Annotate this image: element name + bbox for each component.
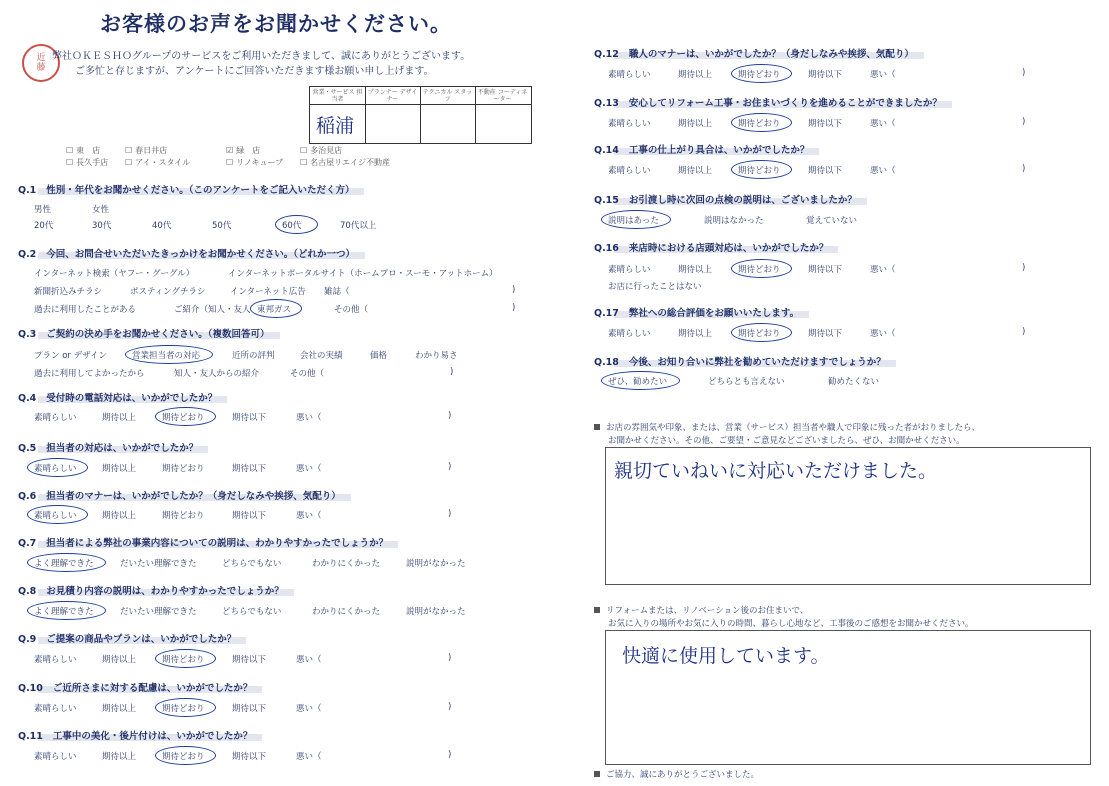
- staff-header-realestate: 不動産 コーディネーター: [477, 89, 528, 103]
- hand-drawn-circle-icon: [731, 323, 792, 342]
- answer-option[interactable]: ご紹介（知人・友人: [174, 305, 251, 315]
- answer-option[interactable]: インターネット検索（ヤフー・グーグル）: [34, 269, 195, 279]
- answer-option[interactable]: 期待どおり: [162, 704, 205, 714]
- answer-option[interactable]: 期待以上: [102, 704, 137, 714]
- answer-option[interactable]: 会社の実績: [300, 351, 343, 361]
- question-q1: [18, 182, 354, 196]
- answer-close-paren: ): [512, 285, 516, 295]
- answer-option[interactable]: 期待以下: [808, 265, 843, 275]
- answer-option[interactable]: 期待以上: [678, 70, 713, 80]
- answer-option[interactable]: 過去に利用したことがある: [34, 305, 137, 315]
- question-text: 今回、お問合せいただいたきっかけをお聞かせください。（どれか一つ）: [46, 249, 356, 260]
- answer-option[interactable]: 期待どおり: [162, 464, 205, 474]
- answer-option[interactable]: 期待どおり: [162, 655, 205, 665]
- answer-option[interactable]: 覚えていない: [806, 216, 858, 226]
- answer-close-paren: ): [448, 750, 452, 760]
- question-text: ご契約の決め手をお聞かせください。（複数回答可）: [46, 329, 270, 340]
- question-q6: [18, 488, 341, 502]
- answer-option[interactable]: その他（: [334, 305, 369, 315]
- question-number: Q.13: [594, 98, 619, 109]
- answer-option[interactable]: 説明はなかった: [704, 216, 764, 226]
- name-seal-stamp: 近 藤: [22, 44, 60, 82]
- answer-option[interactable]: 50代: [212, 221, 232, 231]
- question-number: Q.18: [594, 357, 619, 368]
- store-label: 緑 店: [236, 146, 261, 155]
- staff-table: [309, 86, 532, 144]
- question-text: 工事中の美化・後片付けは、いかがでしたか？: [52, 731, 253, 742]
- answer-close-paren: ): [448, 411, 452, 421]
- comment1-prompt-line-2: お聞かせください。その他、ご要望・ご意見などございましたら、ぜひ、お聞かせください。: [608, 436, 965, 446]
- answer-option[interactable]: 素晴らしい: [34, 511, 77, 521]
- answer-close-paren: ): [448, 509, 452, 519]
- answer-option[interactable]: 悪い（: [296, 511, 322, 521]
- comment1-answer: 親切ていねいに対応いただけました。: [614, 460, 938, 482]
- question-number: Q.14: [594, 145, 619, 156]
- question-number: Q.5: [18, 443, 37, 454]
- answer-option[interactable]: ポスティングチラシ: [130, 287, 206, 297]
- answer-option[interactable]: 営業担当者の対応: [132, 351, 201, 361]
- answer-option[interactable]: 近所の評判: [232, 351, 275, 361]
- hand-drawn-circle-icon: [125, 345, 213, 364]
- answer-option[interactable]: だいたい理解できた: [120, 607, 197, 617]
- answer-close-paren: ): [450, 367, 454, 377]
- answer-option[interactable]: 期待以上: [102, 413, 137, 423]
- comment2-box[interactable]: [605, 630, 1091, 765]
- answer-option[interactable]: インターネット広告: [230, 287, 306, 297]
- staff-header-sales: 営業・サービス 担当者: [312, 89, 363, 103]
- question-number: Q.11: [18, 731, 43, 742]
- answer-close-paren: ): [448, 653, 452, 663]
- answer-option[interactable]: 期待以上: [678, 166, 713, 176]
- hand-drawn-circle-icon: [601, 371, 680, 390]
- question-number: Q.15: [594, 195, 619, 206]
- comment1-box[interactable]: [605, 447, 1091, 585]
- answer-option[interactable]: 期待以下: [232, 655, 267, 665]
- answer-option[interactable]: わかりにくかった: [312, 559, 381, 569]
- answer-option[interactable]: 期待以下: [808, 329, 843, 339]
- question-q9: [18, 631, 236, 645]
- hand-drawn-circle-icon: [155, 698, 216, 717]
- checkbox-icon[interactable]: ☐: [300, 158, 308, 167]
- store-label: 長久手店: [76, 158, 109, 167]
- answer-option[interactable]: 悪い（: [870, 119, 896, 129]
- answer-option[interactable]: 期待どおり: [738, 166, 781, 176]
- question-q8: [18, 583, 284, 597]
- answer-option[interactable]: プラン or デザイン: [34, 351, 108, 361]
- store-option-7[interactable]: [300, 157, 390, 168]
- answer-option[interactable]: 悪い（: [870, 265, 896, 275]
- answer-option[interactable]: 期待どおり: [162, 511, 205, 521]
- store-label: 春日井店: [135, 146, 168, 155]
- checkbox-icon[interactable]: ☐: [300, 146, 308, 155]
- answer-option[interactable]: 素晴らしい: [34, 752, 77, 762]
- answer-option[interactable]: 期待以上: [678, 329, 713, 339]
- question-text: ご提案の商品やプランは、いかがでしたか？: [46, 634, 237, 645]
- answer-close-paren: ): [448, 462, 452, 472]
- answer-option[interactable]: 雑誌（: [324, 287, 350, 297]
- answer-option[interactable]: どちらでもない: [222, 559, 282, 569]
- hand-drawn-circle-icon: [731, 259, 792, 278]
- question-q12: [594, 46, 914, 60]
- answer-option[interactable]: 20代: [34, 221, 54, 231]
- answer-option[interactable]: 期待以下: [808, 119, 843, 129]
- answer-option[interactable]: お店に行ったことはない: [608, 282, 702, 292]
- question-number: Q.16: [594, 243, 619, 254]
- answer-option[interactable]: 期待どおり: [738, 70, 781, 80]
- question-q7: [18, 535, 388, 549]
- answer-option[interactable]: 期待以上: [678, 119, 713, 129]
- checkbox-icon[interactable]: ☐: [226, 158, 234, 167]
- answer-option[interactable]: 悪い（: [296, 413, 322, 423]
- answer-option[interactable]: どちらとも言えない: [708, 377, 785, 387]
- hand-drawn-circle-icon: [27, 458, 88, 477]
- answer-option[interactable]: 30代: [92, 221, 112, 231]
- question-text: 職人のマナーは、いかがでしたか？（身だしなみや挨拶、気配り）: [628, 49, 914, 60]
- hand-drawn-circle-icon: [731, 64, 792, 83]
- answer-option[interactable]: その他（: [290, 369, 325, 379]
- question-number: Q.8: [18, 586, 37, 597]
- answer-option[interactable]: 悪い（: [870, 329, 896, 339]
- answer-option[interactable]: よく理解できた: [34, 607, 94, 617]
- answer-option[interactable]: 女性: [92, 205, 110, 215]
- answer-option[interactable]: 説明はあった: [608, 216, 659, 226]
- answer-close-paren: ): [1022, 117, 1026, 127]
- answer-option[interactable]: 男性: [34, 205, 52, 215]
- answer-close-paren: ): [1022, 327, 1026, 337]
- intro-line-2: ご多忙と存じますが、アンケートにご回答いただきます様お願い申し上げます。: [75, 66, 434, 77]
- store-option-6[interactable]: [226, 157, 283, 168]
- answer-option[interactable]: 期待以下: [232, 413, 267, 423]
- answer-option[interactable]: わかり易さ: [415, 351, 458, 361]
- hand-drawn-circle-icon: [27, 505, 88, 524]
- answer-option[interactable]: どちらでもない: [222, 607, 282, 617]
- hand-drawn-circle-icon: [155, 649, 216, 668]
- answer-option[interactable]: 期待以上: [678, 265, 713, 275]
- question-number: Q.7: [18, 538, 37, 549]
- question-q4: [18, 390, 217, 404]
- answer-option[interactable]: 期待以下: [808, 166, 843, 176]
- answer-option[interactable]: 期待どおり: [162, 413, 205, 423]
- store-option-2[interactable]: [226, 145, 260, 156]
- question-q16: [594, 240, 828, 254]
- answer-close-paren: ): [512, 303, 516, 313]
- question-text: 担当者のマナーは、いかがでしたか？（身だしなみや挨拶、気配り）: [46, 491, 341, 502]
- question-number: Q.6: [18, 491, 37, 502]
- question-number: Q.4: [18, 393, 37, 404]
- staff-header-planner: プランナー デザイナー: [367, 89, 418, 103]
- answer-option[interactable]: 素晴らしい: [608, 166, 651, 176]
- hand-drawn-circle-icon: [155, 746, 216, 765]
- answer-option[interactable]: 70代以上: [340, 221, 377, 231]
- store-label: 多治見店: [310, 146, 343, 155]
- hand-drawn-circle-icon: [731, 113, 792, 132]
- hand-drawn-circle-icon: [275, 215, 318, 234]
- question-text: 今後、お知り合いに弊社を勧めていただけますでしょうか？: [628, 357, 886, 368]
- question-text: 受付時の電話対応は、いかがでしたか？: [46, 393, 218, 404]
- checkbox-icon[interactable]: ☐: [66, 158, 74, 167]
- answer-option[interactable]: 悪い（: [870, 166, 896, 176]
- answer-option[interactable]: 期待どおり: [162, 752, 205, 762]
- answer-option[interactable]: 期待以上: [102, 752, 137, 762]
- store-option-3[interactable]: [300, 145, 342, 156]
- store-option-0[interactable]: [66, 145, 100, 156]
- question-q17: [594, 305, 799, 319]
- comment2-prompt-line-1: リフォームまたは、リノベーション後のお住まいで、: [594, 604, 808, 616]
- answer-option[interactable]: 期待どおり: [738, 265, 781, 275]
- answer-option[interactable]: 60代: [282, 221, 302, 231]
- answer-option[interactable]: 悪い（: [296, 464, 322, 474]
- hand-drawn-circle-icon: [731, 160, 792, 179]
- answer-option[interactable]: 説明がなかった: [406, 559, 466, 569]
- question-number: Q.17: [594, 308, 619, 319]
- answer-close-paren: ): [1022, 68, 1026, 78]
- store-label: アイ・スタイル: [135, 158, 191, 167]
- question-q13: [594, 95, 942, 109]
- hand-drawn-circle-icon: [27, 553, 106, 572]
- answer-option[interactable]: 素晴らしい: [34, 464, 77, 474]
- checkbox-icon[interactable]: ☐: [125, 158, 133, 167]
- question-q10: [18, 680, 252, 694]
- answer-option[interactable]: だいたい理解できた: [120, 559, 197, 569]
- question-text: 安心してリフォーム工事・お住まいづくりを進めることができましたか？: [628, 98, 942, 109]
- answer-close-paren: ): [1022, 164, 1026, 174]
- hand-drawn-circle-icon: [601, 210, 671, 229]
- checkbox-icon[interactable]: ☐: [125, 146, 133, 155]
- answer-option[interactable]: 期待以下: [232, 464, 267, 474]
- answer-option[interactable]: インターネットポータルサイト（ホームプロ・スーモ・アットホーム）: [228, 269, 498, 279]
- question-q11: [18, 728, 252, 742]
- store-option-4[interactable]: [66, 157, 108, 168]
- answer-option[interactable]: 価格: [370, 351, 388, 361]
- answer-option[interactable]: 知人・友人からの紹介: [174, 369, 260, 379]
- answer-option[interactable]: 期待以上: [102, 655, 137, 665]
- answer-option[interactable]: 悪い（: [296, 655, 322, 665]
- answer-option[interactable]: 素晴らしい: [608, 70, 651, 80]
- question-number: Q.2: [18, 249, 37, 260]
- question-number: Q.1: [18, 185, 37, 196]
- question-q2: [18, 246, 355, 260]
- answer-option[interactable]: 説明がなかった: [406, 607, 466, 617]
- store-option-1[interactable]: [125, 145, 167, 156]
- question-number: Q.12: [594, 49, 619, 60]
- answer-option[interactable]: 期待以下: [808, 70, 843, 80]
- answer-option[interactable]: 過去に利用してよかったから: [34, 369, 145, 379]
- store-label: リノキューブ: [236, 158, 284, 167]
- comment2-prompt-line-2: お気に入りの場所やお気に入りの時間、暮らし心地など、工事後のご感想をお聞かせください。: [608, 619, 974, 629]
- question-number: Q.9: [18, 634, 37, 645]
- question-text: 担当者の対応は、いかがでしたか？: [46, 443, 199, 454]
- question-text: 性別・年代をお聞かせください。（このアンケートをご記入いただく方）: [46, 185, 355, 196]
- answer-option[interactable]: 素晴らしい: [608, 119, 651, 129]
- answer-close-paren: ): [1022, 263, 1026, 273]
- question-text: 工事の仕上がり具合は、いかがでしたか？: [628, 145, 810, 156]
- answer-option[interactable]: 素晴らしい: [34, 655, 77, 665]
- comment2-answer: 快適に使用しています。: [622, 645, 830, 667]
- question-text: ご近所さまに対する配慮は、いかがでしたか？: [52, 683, 253, 694]
- comment1-prompt-line-1: お店の雰囲気や印象、または、営業（サービス）担当者や職人で印象に残った者がおりましたら、: [594, 421, 980, 433]
- answer-option[interactable]: 期待以下: [232, 752, 267, 762]
- answer-option[interactable]: 期待以上: [102, 511, 137, 521]
- question-text: お見積り内容の説明は、わかりやすかったでしょうか？: [46, 586, 284, 597]
- question-number: Q.3: [18, 329, 37, 340]
- answer-option[interactable]: 素晴らしい: [34, 413, 77, 423]
- answer-option[interactable]: 期待以上: [102, 464, 137, 474]
- question-text: お引渡し時に次回の点検の説明は、ございましたか？: [628, 195, 857, 206]
- answer-option[interactable]: 期待以下: [232, 704, 267, 714]
- staff-header-technical: テクニカル スタッフ: [422, 89, 473, 103]
- store-label: 東 店: [76, 146, 101, 155]
- answer-option[interactable]: 40代: [152, 221, 172, 231]
- answer-option[interactable]: 新聞折込みチラシ: [34, 287, 103, 297]
- answer-close-paren: ): [448, 702, 452, 712]
- checked-box-icon[interactable]: ☑: [226, 146, 234, 155]
- store-option-5[interactable]: [125, 157, 190, 168]
- question-text: 弊社への総合評価をお願いいたします。: [628, 308, 800, 319]
- answer-option[interactable]: 素晴らしい: [608, 265, 651, 275]
- question-q3: [18, 326, 270, 340]
- store-label: 名古屋リエイジ不動産: [310, 158, 391, 167]
- answer-option[interactable]: わかりにくかった: [312, 607, 381, 617]
- footer-thanks: ご協力、誠にありがとうございました。: [594, 768, 759, 780]
- answer-option[interactable]: 悪い（: [296, 704, 322, 714]
- question-q18: [594, 354, 886, 368]
- question-q5: [18, 440, 198, 454]
- question-q14: [594, 142, 809, 156]
- answer-option[interactable]: 悪い（: [870, 70, 896, 80]
- question-q15: [594, 192, 857, 206]
- answer-option[interactable]: よく理解できた: [34, 559, 94, 569]
- hand-drawn-circle-icon: [250, 299, 302, 318]
- checkbox-icon[interactable]: ☐: [66, 146, 74, 155]
- page-title: お客様のお声をお聞かせください。: [100, 12, 452, 36]
- answer-option[interactable]: ぜひ、勧めたい: [608, 377, 668, 387]
- answer-option[interactable]: 素晴らしい: [34, 704, 77, 714]
- answer-option[interactable]: 勧めたくない: [828, 377, 880, 387]
- answer-option[interactable]: 素晴らしい: [608, 329, 651, 339]
- answer-option[interactable]: 東邦ガス: [257, 305, 292, 315]
- intro-line-1: 弊社ＯＫＥＳＨＯグループのサービスをご利用いただきまして、誠にありがとうございます。: [52, 51, 471, 62]
- question-text: 来店時における店頭対応は、いかがでしたか？: [628, 243, 829, 254]
- answer-option[interactable]: 期待どおり: [738, 119, 781, 129]
- hand-drawn-circle-icon: [27, 601, 106, 620]
- staff-handwritten-name: 稲浦: [316, 115, 355, 137]
- answer-option[interactable]: 悪い（: [296, 752, 322, 762]
- question-number: Q.10: [18, 683, 43, 694]
- question-text: 担当者による弊社の事業内容についての説明は、わかりやすかったでしょうか？: [46, 538, 389, 549]
- hand-drawn-circle-icon: [155, 407, 216, 426]
- answer-option[interactable]: 期待以下: [232, 511, 267, 521]
- answer-option[interactable]: 期待どおり: [738, 329, 781, 339]
